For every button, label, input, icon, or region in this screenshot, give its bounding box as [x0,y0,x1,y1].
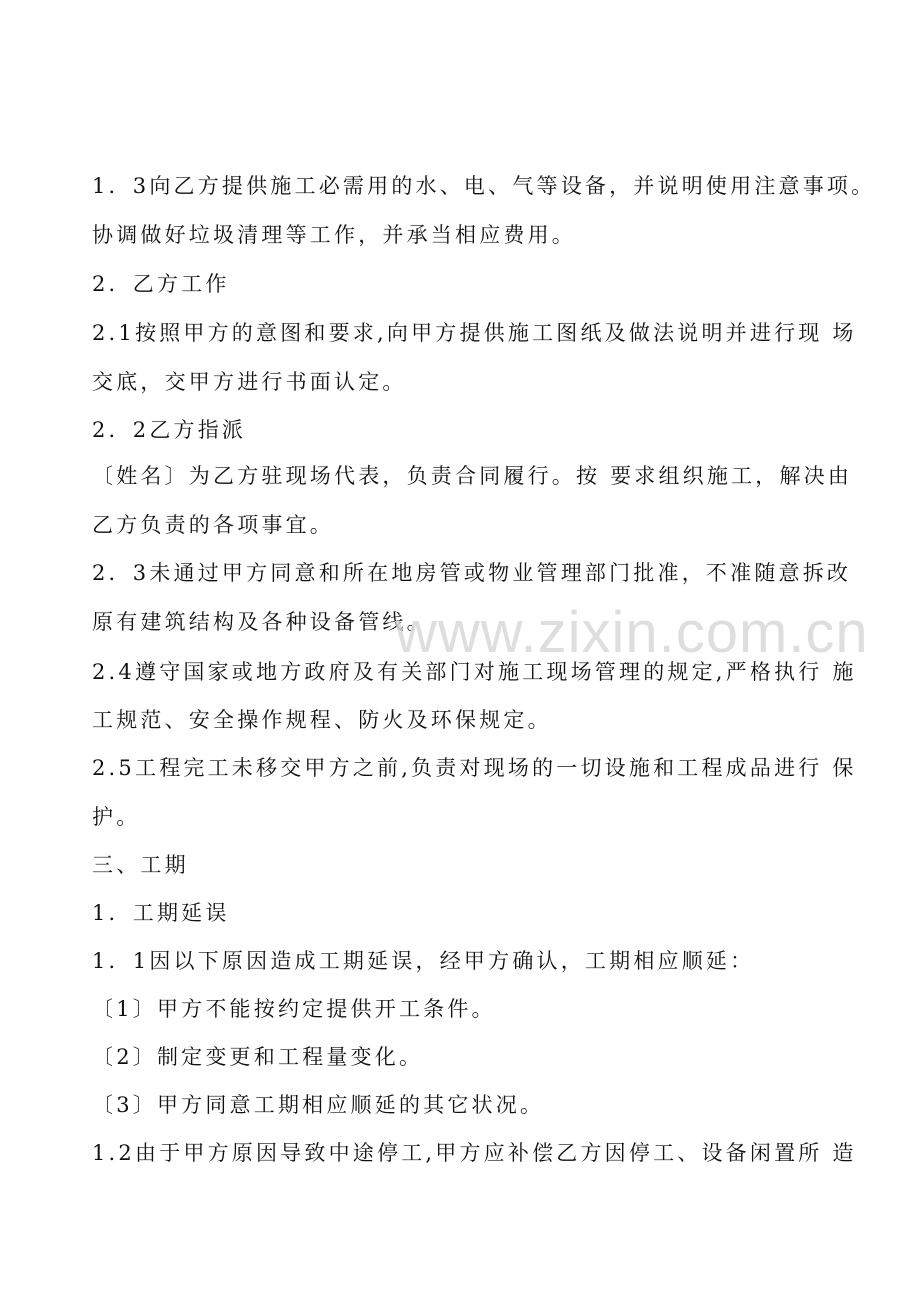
text-line: 护。 [92,805,141,829]
text-line: 2．2乙方指派 [92,418,247,442]
text-line: 〔1〕甲方不能按约定提供开工条件。 [92,997,496,1021]
text-line: 〔3〕甲方同意工期相应顺延的其它状况。 [92,1093,545,1117]
text-line: 原有建筑结构及各种设备管线。 [92,610,431,634]
text-line: 1．3向乙方提供施工必需用的水、电、气等设备，并说明使用注意事项。 [92,174,876,198]
text-line: 三、工期 [92,853,189,877]
text-line: 协调做好垃圾清理等工作，并承当相应费用。 [92,223,576,247]
text-line: 2.4遵守国家或地方政府及有关部门对施工现场管理的规定,严格执行 施 [92,660,857,684]
text-line: 交底，交甲方进行书面认定。 [92,370,407,394]
text-line: 工规范、安全操作规程、防火及环保规定。 [92,708,552,732]
watermark: www.zixin.com.cn [395,600,869,665]
text-line: 2.5工程完工未移交甲方之前,负责对现场的一切设施和工程成品进行 保 [92,756,857,780]
text-line: 〔姓名〕为乙方驻现场代表，负责合同履行。按 要求组织施工，解决由 [92,464,853,488]
text-line: 2.1按照甲方的意图和要求,向甲方提供施工图纸及做法说明并进行现 场 [92,321,857,345]
text-line: 1．1因以下原因造成工期延误，经甲方确认，工期相应顺延： [92,949,755,973]
text-line: 2．3未通过甲方同意和所在地房管或物业管理部门批准，不准随意拆改 [92,561,852,585]
text-line: 〔2〕制定变更和工程量变化。 [92,1045,424,1069]
text-line: 1．工期延误 [92,901,230,925]
text-line: 2．乙方工作 [92,272,230,296]
text-line: 1.2由于甲方原因导致中途停工,甲方应补偿乙方因停工、设备闲置所 造 [92,1141,857,1165]
text-line: 乙方负责的各项事宜。 [92,513,334,537]
